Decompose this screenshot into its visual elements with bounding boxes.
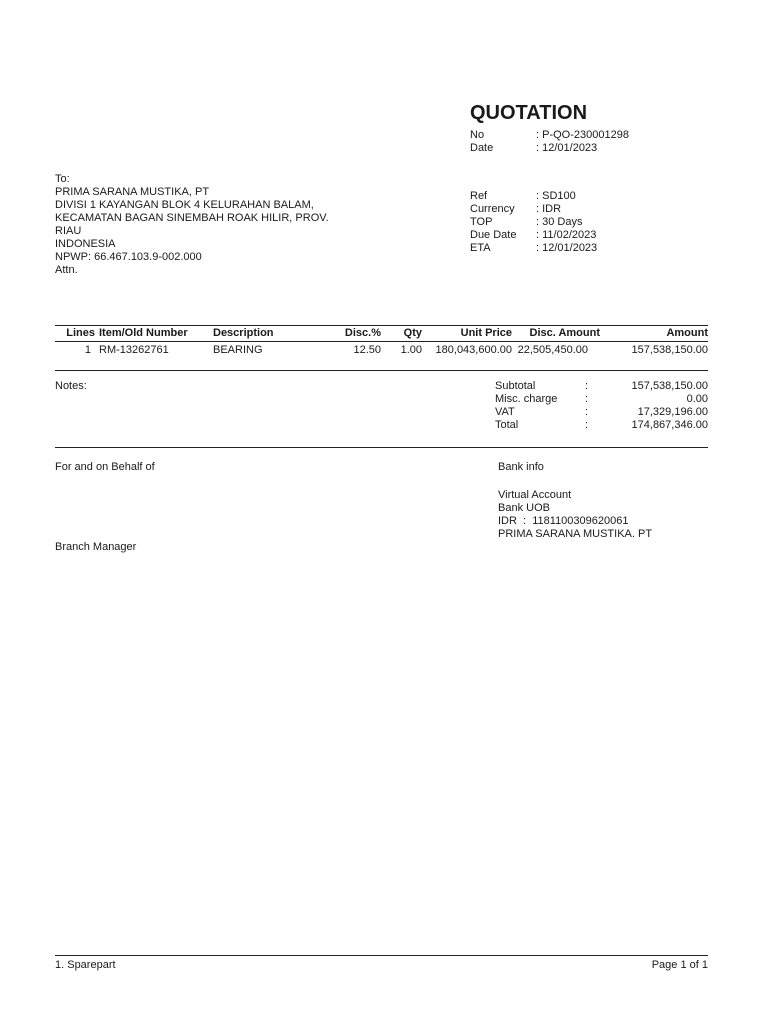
- cell-disc-pct: 12.50: [353, 343, 381, 356]
- bank-line-3: IDR : 1181100309620061: [498, 515, 629, 527]
- table-bottom-rule: [55, 370, 708, 371]
- recipient-address-2: KECAMATAN BAGAN SINEMBAH ROAK HILIR, PROV.: [55, 212, 329, 224]
- totals-bottom-rule: [55, 447, 708, 448]
- vat-sep: :: [585, 406, 589, 418]
- recipient-block: [55, 173, 365, 277]
- field-value-ref: : SD100: [536, 190, 576, 202]
- bank-info-block: [498, 489, 652, 541]
- field-label-currency: Currency: [470, 203, 515, 215]
- field-label-eta: ETA: [470, 242, 491, 254]
- col-header-qty: Qty: [403, 327, 422, 339]
- col-header-lines: Lines: [66, 327, 95, 339]
- field-label-ref: Ref: [470, 190, 488, 202]
- recipient-address-3: RIAU: [55, 225, 82, 237]
- recipient-attn: Attn.: [55, 264, 78, 276]
- subtotal-value: 157,538,150.00: [631, 380, 708, 392]
- col-header-amount: Amount: [666, 327, 708, 339]
- total-value: 174,867,346.00: [631, 419, 708, 431]
- signature-behalf: For and on Behalf of: [55, 461, 155, 473]
- notes-label: Notes:: [55, 380, 87, 392]
- vat-label: VAT: [495, 406, 515, 418]
- cell-unit-price: 180,043,600.00: [435, 343, 512, 356]
- col-header-description: Description: [213, 327, 274, 339]
- totals-block: [495, 380, 708, 432]
- misc-charge-label: Misc. charge: [495, 393, 558, 405]
- line-items-table: [55, 326, 708, 359]
- document-title: QUOTATION: [470, 102, 588, 124]
- cell-amount: 157,538,150.00: [631, 343, 708, 356]
- col-header-item: Item/Old Number: [99, 327, 188, 339]
- cell-lines: 1: [84, 343, 91, 356]
- header-top-fields: [470, 129, 629, 155]
- recipient-npwp: NPWP: 66.467.103.9-002.000: [55, 251, 202, 263]
- bank-line-2: Bank UOB: [498, 502, 550, 514]
- bank-line-1: Virtual Account: [498, 489, 572, 501]
- cell-qty: 1.00: [400, 343, 422, 356]
- cell-disc-amount: 22,505,450.00: [517, 343, 588, 356]
- vat-value: 17,329,196.00: [637, 406, 708, 418]
- field-value-top: : 30 Days: [536, 216, 583, 228]
- subtotal-label: Subtotal: [495, 380, 536, 392]
- col-header-disc-amount: Disc. Amount: [529, 327, 600, 339]
- cell-description: BEARING: [213, 343, 263, 356]
- col-header-unit-price: Unit Price: [460, 327, 512, 339]
- field-label-top: TOP: [470, 216, 493, 228]
- total-label: Total: [495, 419, 519, 431]
- recipient-name: PRIMA SARANA MUSTIKA, PT: [55, 186, 210, 198]
- footer-left: 1. Sparepart: [55, 959, 116, 971]
- recipient-country: INDONESIA: [55, 238, 116, 250]
- table-row: [55, 341, 708, 359]
- field-value-no: : P-QO-230001298: [536, 129, 629, 141]
- bank-info-title: Bank info: [498, 461, 544, 473]
- field-value-eta: : 12/01/2023: [536, 242, 598, 254]
- cell-item: RM-13262761: [99, 343, 169, 356]
- bank-line-4: PRIMA SARANA MUSTIKA. PT: [498, 528, 653, 540]
- header-ref-fields: [470, 190, 597, 255]
- recipient-address-1: DIVISI 1 KAYANGAN BLOK 4 KELURAHAN BALAM,: [55, 199, 314, 211]
- field-value-currency: : IDR: [536, 203, 562, 215]
- field-label-no: No: [470, 129, 485, 141]
- field-label-due-date: Due Date: [470, 229, 517, 241]
- misc-charge-value: 0.00: [686, 393, 708, 405]
- subtotal-sep: :: [585, 380, 589, 392]
- field-value-date: : 12/01/2023: [536, 142, 598, 154]
- field-value-due-date: : 11/02/2023: [536, 229, 597, 241]
- page-number: Page 1 of 1: [651, 959, 708, 971]
- misc-charge-sep: :: [585, 393, 589, 405]
- recipient-to-label: To:: [55, 173, 70, 185]
- table-header-row: [55, 326, 708, 341]
- signature-role: Branch Manager: [55, 541, 137, 553]
- col-header-disc-pct: Disc.%: [344, 327, 381, 339]
- footer-rule: [55, 955, 708, 956]
- field-label-date: Date: [470, 142, 494, 154]
- total-sep: :: [585, 419, 589, 431]
